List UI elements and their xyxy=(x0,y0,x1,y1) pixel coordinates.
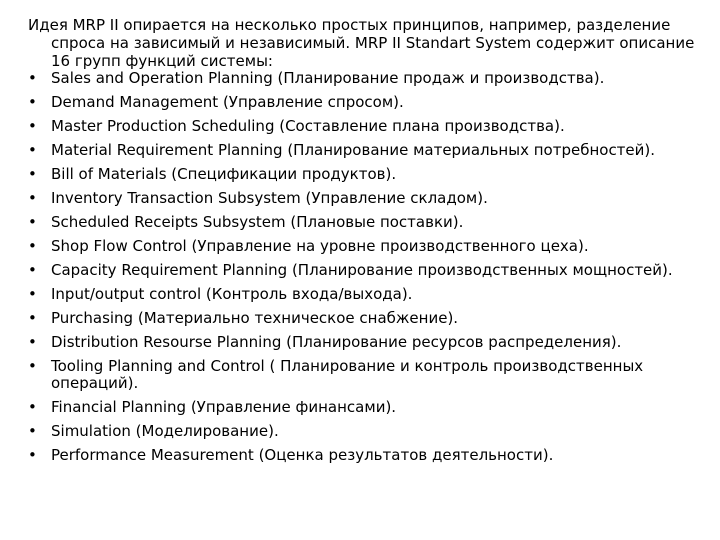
list-item xyxy=(28,423,712,440)
list-item-text: Bill of Materials (Спецификации продуктов). xyxy=(51,165,397,183)
list-item xyxy=(28,166,712,183)
list-item-text: Simulation (Моделирование). xyxy=(51,422,279,440)
bullet-icon: • xyxy=(28,93,37,111)
list-item xyxy=(28,94,712,111)
list-item xyxy=(28,334,712,351)
bullet-icon: • xyxy=(28,446,37,464)
list-item xyxy=(28,399,712,416)
list-item-text: Performance Measurement (Оценка результатов деятельности). xyxy=(51,446,554,464)
list-item-text: Material Requirement Planning (Планирование материальных потребностей). xyxy=(51,141,656,159)
bullet-icon: • xyxy=(28,398,37,416)
bullet-icon: • xyxy=(28,117,37,135)
bullet-icon: • xyxy=(28,285,37,303)
bullet-icon: • xyxy=(28,141,37,159)
list-item-text: Demand Management (Управление спросом). xyxy=(51,93,404,111)
list-item xyxy=(28,238,712,255)
list-item xyxy=(28,447,712,464)
bullet-icon: • xyxy=(28,237,37,255)
list-item xyxy=(28,286,712,303)
bullet-icon: • xyxy=(28,309,37,327)
list-item-text: Capacity Requirement Planning (Планирование производственных мощностей). xyxy=(51,261,673,279)
list-item-text: Scheduled Receipts Subsystem (Плановые поставки). xyxy=(51,213,464,231)
list-item xyxy=(28,358,712,392)
list-item-text: Financial Planning (Управление финансами). xyxy=(51,398,397,416)
list-item xyxy=(28,190,712,207)
bullet-icon: • xyxy=(28,357,37,375)
list-item xyxy=(28,214,712,231)
list-item xyxy=(28,262,712,279)
list-item-text: Inventory Transaction Subsystem (Управление складом). xyxy=(51,189,488,207)
list-item-text: Master Production Scheduling (Составление плана производства). xyxy=(51,117,565,135)
bullet-icon: • xyxy=(28,69,37,87)
list-item xyxy=(28,142,712,159)
list-item-text: Shop Flow Control (Управление на уровне производственного цеха). xyxy=(51,237,589,255)
list-item-text: Sales and Operation Planning (Планирование продаж и производства). xyxy=(51,69,605,87)
list-item-text: Tooling Planning and Control ( Планирование и контроль производственных операций). xyxy=(51,357,644,392)
function-groups-list xyxy=(28,70,712,464)
intro-paragraph: Идея MRP II опирается на несколько простых принципов, например, разделение спроса на зависимый и независимый. MRP II Standart System содержит описание 16 групп функций системы: xyxy=(28,16,695,70)
list-item-text: Distribution Resourse Planning (Планирование ресурсов распределения). xyxy=(51,333,622,351)
list-item xyxy=(28,70,712,87)
bullet-icon: • xyxy=(28,422,37,440)
bullet-icon: • xyxy=(28,261,37,279)
list-item xyxy=(28,310,712,327)
bullet-icon: • xyxy=(28,165,37,183)
bullet-icon: • xyxy=(28,213,37,231)
bullet-icon: • xyxy=(28,333,37,351)
document-page xyxy=(28,16,712,471)
list-item xyxy=(28,118,712,135)
list-item-text: Purchasing (Материально техническое снабжение). xyxy=(51,309,459,327)
list-item-text: Input/output control (Контроль входа/выхода). xyxy=(51,285,413,303)
bullet-icon: • xyxy=(28,189,37,207)
